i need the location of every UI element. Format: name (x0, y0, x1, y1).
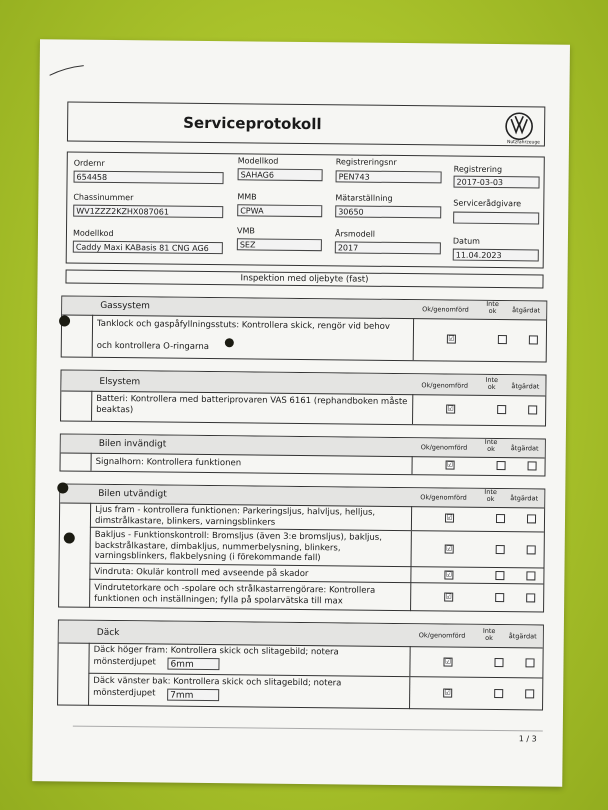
regnr-field: PEN743 (336, 170, 442, 183)
title-box (67, 102, 545, 147)
vmb-label: VMB (236, 226, 255, 236)
atgardat-checkbox[interactable] (529, 335, 538, 344)
row-text-2: mönsterdjupet (93, 687, 156, 699)
inte-ok-checkbox[interactable] (496, 514, 505, 523)
section-bilen-invandigt (59, 433, 545, 476)
ok-checkbox[interactable]: ☑ (446, 460, 454, 469)
service-protocol-sheet (32, 39, 570, 787)
col-atgardat: åtgärdat (512, 306, 541, 315)
ok-checkbox[interactable]: ☑ (448, 334, 455, 343)
modellkod-field: SAHAG6 (238, 168, 323, 181)
inte-ok-checkbox[interactable] (495, 571, 504, 580)
brand-sub: Nutzfahrzeuge (506, 140, 540, 146)
ok-checkbox[interactable]: ☑ (447, 404, 454, 413)
col-inte: Inte ok (484, 437, 498, 454)
section-title: Elsystem (99, 376, 141, 388)
table-row (90, 453, 544, 476)
modellkod-label: Modellkod (237, 156, 279, 166)
inte-ok-checkbox[interactable] (494, 689, 503, 698)
table-row (88, 643, 542, 678)
arsmodell-field: 2017 (335, 241, 441, 254)
page-number: 1 / 3 (518, 734, 537, 744)
datum-label: Datum (452, 236, 481, 246)
table-row (91, 391, 545, 426)
ok-checkbox[interactable]: ☑ (445, 592, 452, 601)
modellkod2-label: Modellkod (72, 228, 114, 239)
ok-checkbox[interactable]: ☑ (444, 657, 452, 666)
atgardat-checkbox[interactable] (525, 658, 534, 667)
inte-ok-checkbox[interactable] (496, 545, 505, 554)
col-atgardat: åtgärdat (511, 382, 540, 391)
radgivare-label: Servicerådgivare (453, 198, 522, 209)
matar-field: 30650 (335, 205, 441, 218)
inte-ok-checkbox[interactable] (498, 335, 507, 344)
inte-ok-checkbox[interactable] (497, 461, 506, 470)
ink-dot (225, 338, 234, 347)
registrering-field: 2017-03-03 (453, 176, 539, 189)
table-row (92, 315, 546, 362)
mmb-label: MMB (237, 192, 257, 202)
atgardat-checkbox[interactable] (526, 571, 535, 580)
row-text: Vindruta: Okulär kontroll med avseende på skador (94, 566, 309, 580)
row-text: Signalhorn: Kontrollera funktionen (95, 456, 242, 469)
inte-ok-checkbox[interactable] (494, 658, 503, 667)
section-bilen-utvandigt (58, 483, 545, 612)
atgardat-checkbox[interactable] (528, 405, 537, 414)
row-text-2: mönsterdjupet (93, 656, 156, 668)
row-text: Däck vänster bak: Kontrollera skick och slitagebild; notera (93, 675, 342, 689)
punch-hole (59, 315, 70, 326)
row-text: Vindrutetorkare och -spolare och strålkastarrengörare: Kontrollera funktionen och inställningen; fylla på spolarvätska till max (94, 582, 376, 606)
section-title: Bilen utvändigt (98, 488, 167, 500)
ordernr-label: Ordernr (73, 158, 105, 168)
tread-depth-rear-left: 7mm (167, 689, 219, 702)
inte-ok-checkbox[interactable] (497, 405, 506, 414)
ok-checkbox[interactable]: ☑ (444, 688, 451, 697)
col-inte: Inte ok (485, 375, 499, 392)
radgivare-field (453, 212, 539, 225)
mmb-field: CPWA (237, 204, 322, 217)
datum-field: 11.04.2023 (453, 249, 539, 262)
table-row (90, 527, 544, 569)
section-gassystem (61, 295, 548, 362)
modellkod2-field: Caddy Maxi KABasis 81 CNG AG6 (73, 241, 223, 255)
punch-hole (57, 482, 68, 493)
col-atgardat: åtgärdat (510, 444, 539, 453)
punch-hole (64, 533, 75, 544)
inte-ok-checkbox[interactable] (495, 593, 504, 602)
registrering-label: Registrering (453, 164, 503, 175)
tread-depth-front-right: 6mm (167, 658, 219, 671)
ok-checkbox[interactable]: ☑ (445, 570, 453, 579)
section-dack (57, 619, 544, 710)
section-elsystem (60, 369, 547, 426)
row-text: Tanklock och gaspåfyllningsstuts: Kontrollera skick, rengör vid behov (96, 318, 390, 332)
section-title: Bilen invändigt (98, 438, 167, 450)
page-title: Serviceprotokoll (183, 113, 322, 134)
row-text: Batteri: Kontrollera med batteriprovaren VAS 6161 (rephandboken måste beaktas) (96, 393, 408, 415)
atgardat-checkbox[interactable] (528, 461, 537, 470)
chassi-field: WV1ZZZ2KZHX087061 (73, 205, 223, 219)
vmb-field: SEZ (237, 238, 322, 251)
ok-checkbox[interactable]: ☑ (446, 544, 453, 553)
footer-line (73, 726, 543, 732)
col-inte: Inte ok (482, 626, 496, 643)
arsmodell-label: Årsmodell (334, 229, 376, 239)
row-text: Däck höger fram: Kontrollera skick och slitagebild; notera (93, 644, 339, 658)
inspection-banner: Inspektion med oljebyte (fast) (65, 270, 543, 289)
row-text: Ljus fram - kontrollera funktionen: Parkeringsljus, halvljus, helljus, dimstrålkastare, blinkers, varningsblinkers (94, 504, 376, 528)
ok-checkbox[interactable]: ☑ (446, 513, 453, 522)
matar-label: Mätarställning (335, 193, 393, 203)
col-atgardat: åtgärdat (508, 632, 537, 641)
atgardat-checkbox[interactable] (526, 593, 535, 602)
regnr-label: Registreringsnr (335, 157, 397, 167)
atgardat-checkbox[interactable] (525, 689, 534, 698)
table-row (88, 673, 542, 711)
col-ok: Ok/genomförd (420, 493, 467, 502)
chassi-label: Chassinummer (73, 192, 134, 203)
col-inte: Inte ok (484, 487, 497, 504)
row-text-2: och kontrollera O-ringarna (96, 340, 210, 353)
ordernr-field: 654458 (74, 171, 224, 185)
atgardat-checkbox[interactable] (527, 514, 536, 523)
row-text: Bakljus - Funktionskontroll: Bromsljus (även 3:e bromsljus), bakljus, backstrålkastare, dimbakljus, nummerbelysning, blinkers, varningsblinkers, flakbelysning (i förekommande fall) (94, 529, 383, 564)
col-ok: Ok/genomförd (421, 381, 469, 390)
vehicle-info-box (66, 152, 545, 269)
pen-mark (48, 63, 88, 79)
col-ok: Ok/genomförd (422, 305, 469, 314)
col-ok: Ok/genomförd (420, 443, 468, 452)
section-title: Gassystem (100, 300, 150, 312)
col-ok: Ok/genomförd (418, 631, 466, 640)
table-row (89, 579, 543, 613)
col-inte: Inte ok (486, 299, 499, 316)
vw-logo-icon (504, 111, 534, 141)
section-title: Däck (96, 627, 120, 639)
atgardat-checkbox[interactable] (527, 545, 536, 554)
col-atgardat: åtgärdat (510, 494, 539, 503)
